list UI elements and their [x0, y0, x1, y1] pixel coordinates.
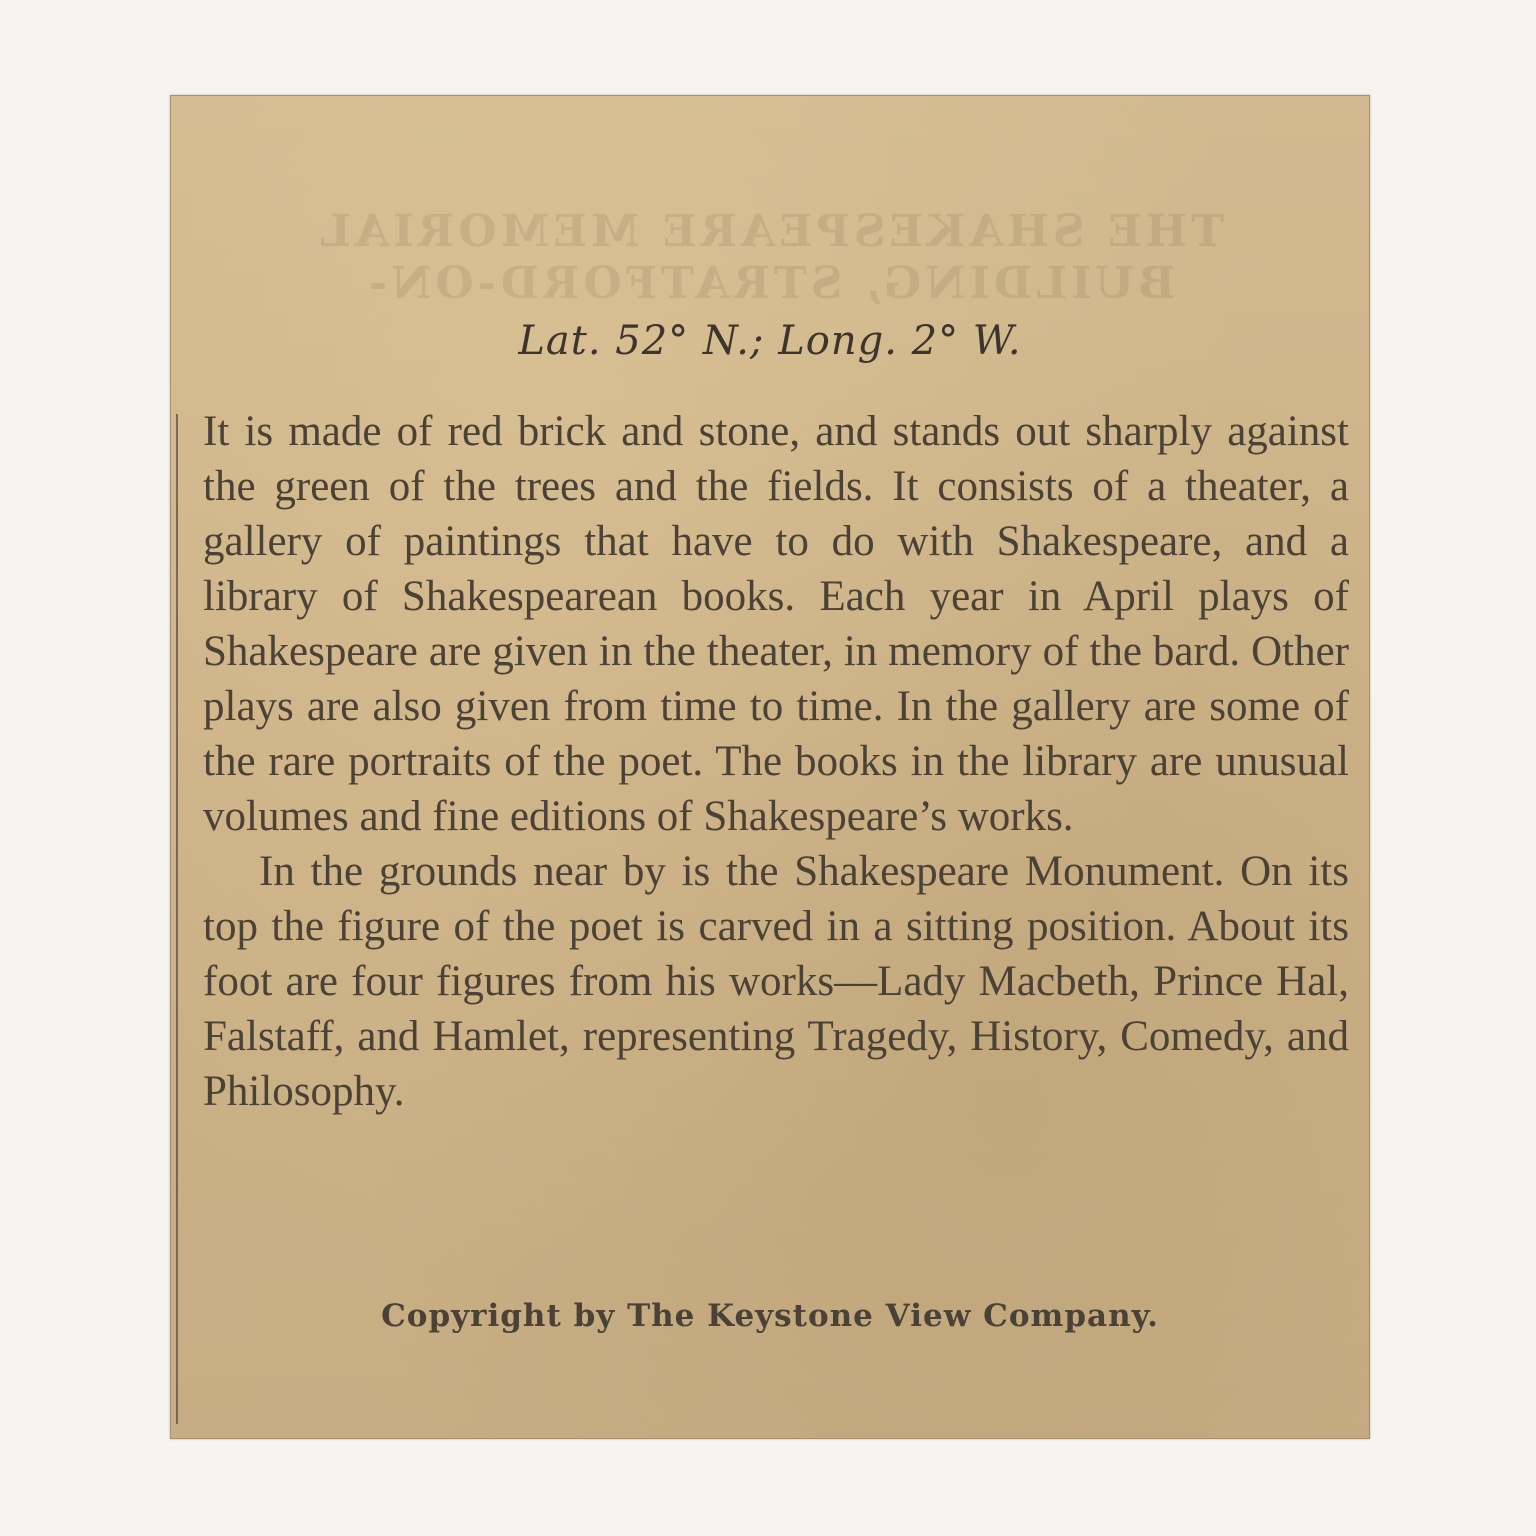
copyright-line: Copyright by The Keystone View Company.: [381, 1298, 1159, 1334]
left-margin-rule: [176, 414, 178, 1424]
stereoview-card-back: [170, 95, 1370, 1439]
description-paragraph-1: It is made of red brick and stone, and stands out sharply against the green of the trees and the fields. It consists of a theater, a gallery of paintings that have to do with Shakespeare, and a library of Shakespearean books. Each year in April plays of Shakespeare are given in the theater, in memory of the bard. Other plays are also given from time to time. In the gallery are some of the rare portraits of the poet. The books in the library are unusual volumes and fine editions of Shakespeare’s works.: [203, 408, 1349, 840]
bleed-through-title-line-2: BUILDING, STRATFORD-ON-: [364, 258, 1176, 309]
latitude-longitude-heading: Lat. 52° N.; Long. 2° W.: [518, 318, 1022, 364]
bleed-through-title-line-1: THE SHAKESPEARE MEMORIAL: [316, 206, 1224, 257]
description-paragraph-2: In the grounds near by is the Shakespeare Monument. On its top the figure of the poet is carved in a sitting position. About its foot are four figures from his works—Lady Macbeth, Prince Hal, Falstaff, and Hamlet, representing Tragedy, History, Comedy, and Philosophy.: [203, 848, 1349, 1115]
description-text: [203, 404, 1349, 1119]
